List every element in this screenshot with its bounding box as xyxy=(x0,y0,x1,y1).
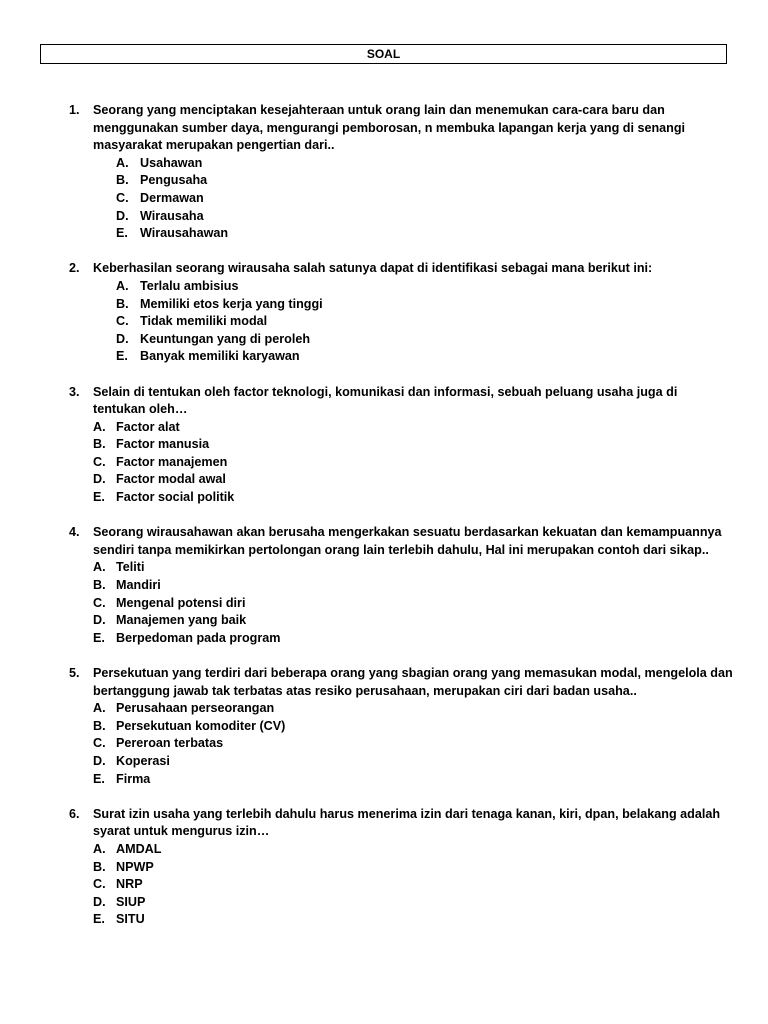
option-item xyxy=(0,630,768,648)
option-item xyxy=(0,559,768,577)
question-text: Surat izin usaha yang terlebih dahulu harus menerima izin dari tenaga kanan, kiri, dpan, belakang adalah syarat untuk mengurus izin… xyxy=(93,806,721,839)
option-text: Factor alat xyxy=(116,419,180,434)
option-list xyxy=(0,278,768,366)
option-letter: D. xyxy=(116,208,129,223)
option-item xyxy=(0,771,768,789)
option-item xyxy=(0,454,768,472)
option-letter: B. xyxy=(93,578,106,593)
option-text: Usahawan xyxy=(140,155,203,170)
option-letter: B. xyxy=(93,437,106,452)
option-text: Mandiri xyxy=(116,578,161,593)
option-item xyxy=(0,331,768,349)
option-letter: D. xyxy=(93,613,106,628)
question-text: Seorang wirausahawan akan berusaha mengerkakan sesuatu berdasarkan kekuatan dan kemampuannya sendiri tanpa memikirkan pertolongan orang lain terlebih dahulu, Hal ini merupakan contoh dari sikap.. xyxy=(93,525,722,557)
option-letter: A. xyxy=(116,155,129,170)
option-text: Persekutuan komoditer (CV) xyxy=(116,718,286,733)
option-letter: C. xyxy=(93,877,106,892)
option-item xyxy=(0,419,768,437)
option-item xyxy=(0,841,768,859)
option-text: Koperasi xyxy=(116,753,170,768)
option-letter: D. xyxy=(93,894,106,909)
option-item xyxy=(0,296,768,314)
option-text: Mengenal potensi diri xyxy=(116,595,246,610)
question-number: 4. xyxy=(69,525,80,540)
question-1 xyxy=(0,102,768,243)
option-text: Dermawan xyxy=(140,190,204,205)
option-item xyxy=(0,190,768,208)
option-item xyxy=(0,436,768,454)
question-number: 1. xyxy=(69,103,80,117)
option-text: SIUP xyxy=(116,894,146,909)
option-item xyxy=(0,612,768,630)
option-item xyxy=(0,489,768,507)
option-list xyxy=(0,419,768,507)
option-item xyxy=(0,471,768,489)
option-item xyxy=(0,155,768,173)
option-item xyxy=(0,348,768,366)
option-list xyxy=(0,841,768,929)
option-letter: D. xyxy=(93,753,106,768)
question-text: Keberhasilan seorang wirausaha salah satunya dapat di identifikasi sebagai mana berikut ini: xyxy=(93,261,653,276)
option-text: Pereroan terbatas xyxy=(116,736,224,751)
option-letter: B. xyxy=(116,173,129,188)
option-text: Wirausahawan xyxy=(140,226,229,241)
option-text: Wirausaha xyxy=(140,208,204,223)
question-text: Seorang yang menciptakan kesejahteraan untuk orang lain dan menemukan cara-cara baru dan menggunakan sumber daya, mengurangi pemborosan, n membuka lapangan kerja yang di senangi masyarakat merupakan pengertian dari.. xyxy=(93,103,686,153)
option-letter: C. xyxy=(93,595,106,610)
question-number: 5. xyxy=(69,666,80,680)
option-item xyxy=(0,911,768,929)
option-item xyxy=(0,700,768,718)
option-item xyxy=(0,313,768,331)
option-text: Pengusaha xyxy=(140,173,208,188)
option-text: SITU xyxy=(116,912,145,927)
option-text: Berpedoman pada program xyxy=(116,630,281,645)
option-text: Factor manusia xyxy=(116,437,210,452)
question-list xyxy=(0,102,768,947)
option-text: Manajemen yang baik xyxy=(116,613,247,628)
option-text: Teliti xyxy=(116,560,145,575)
option-letter: A. xyxy=(116,278,129,293)
option-letter: C. xyxy=(116,190,129,205)
option-text: AMDAL xyxy=(116,841,162,856)
option-list xyxy=(0,155,768,243)
question-2 xyxy=(0,260,768,366)
option-text: Tidak memiliki modal xyxy=(140,314,268,329)
option-list xyxy=(0,559,768,647)
option-list xyxy=(0,700,768,788)
option-item xyxy=(0,876,768,894)
option-letter: C. xyxy=(116,314,129,329)
option-text: Firma xyxy=(116,771,151,786)
question-4 xyxy=(0,524,768,647)
option-text: Terlalu ambisius xyxy=(140,278,239,293)
question-number: 3. xyxy=(69,384,80,399)
option-item xyxy=(0,753,768,771)
question-text: Persekutuan yang terdiri dari beberapa orang yang sbagian orang yang memasukan modal, mengelola dan bertanggung jawab tak terbatas atas resiko perusahaan, merupakan ciri dari badan usaha.. xyxy=(93,666,733,698)
option-text: NPWP xyxy=(116,859,154,874)
option-text: Factor manajemen xyxy=(116,454,228,469)
option-letter: E. xyxy=(116,226,128,241)
option-item xyxy=(0,859,768,877)
option-item xyxy=(0,735,768,753)
option-letter: C. xyxy=(93,736,106,751)
page-title: SOAL xyxy=(40,44,727,64)
option-text: NRP xyxy=(116,877,143,892)
option-item xyxy=(0,718,768,736)
option-letter: E. xyxy=(93,630,105,645)
option-item xyxy=(0,595,768,613)
option-item xyxy=(0,225,768,243)
option-letter: A. xyxy=(93,419,106,434)
option-item xyxy=(0,894,768,912)
option-letter: C. xyxy=(93,454,106,469)
option-text: Keuntungan yang di peroleh xyxy=(140,331,311,346)
question-text: Selain di tentukan oleh factor teknologi, komunikasi dan informasi, sebuah peluang usaha juga di tentukan oleh… xyxy=(93,384,678,417)
option-item xyxy=(0,278,768,296)
option-letter: A. xyxy=(93,560,106,575)
option-letter: E. xyxy=(93,771,105,786)
option-letter: E. xyxy=(116,349,128,364)
option-item xyxy=(0,208,768,226)
option-text: Perusahaan perseorangan xyxy=(116,701,275,716)
option-item xyxy=(0,172,768,190)
question-6 xyxy=(0,806,768,929)
option-text: Memiliki etos kerja yang tinggi xyxy=(140,296,323,311)
question-5 xyxy=(0,665,768,788)
option-letter: E. xyxy=(93,490,105,505)
option-letter: B. xyxy=(116,296,129,311)
option-letter: E. xyxy=(93,912,105,927)
option-text: Banyak memiliki karyawan xyxy=(140,349,300,364)
option-text: Factor social politik xyxy=(116,490,235,505)
option-letter: D. xyxy=(116,331,129,346)
option-letter: B. xyxy=(93,859,106,874)
option-letter: B. xyxy=(93,718,106,733)
option-letter: D. xyxy=(93,472,106,487)
option-letter: A. xyxy=(93,701,106,716)
option-letter: A. xyxy=(93,841,106,856)
option-text: Factor modal awal xyxy=(116,472,226,487)
question-number: 6. xyxy=(69,806,80,821)
question-3 xyxy=(0,384,768,507)
question-number: 2. xyxy=(69,261,80,276)
option-item xyxy=(0,577,768,595)
